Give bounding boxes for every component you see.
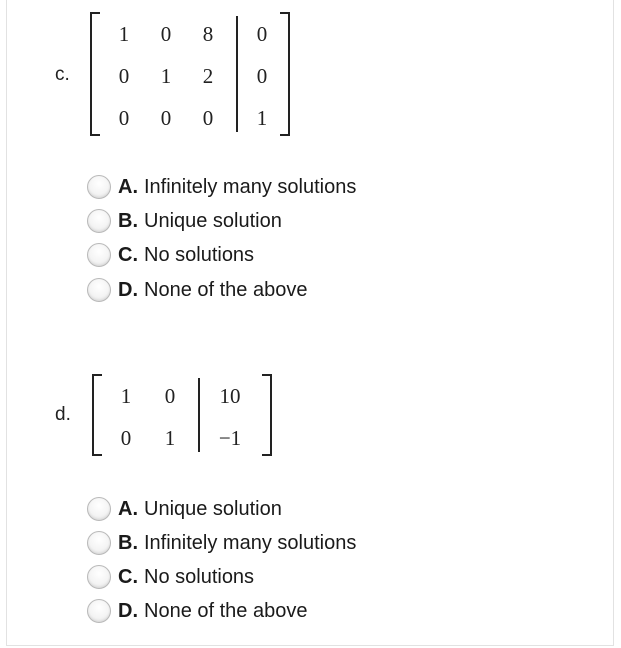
matrix-cell: 0 <box>160 106 172 130</box>
question-c-matrix <box>90 12 290 136</box>
matrix-cell: 0 <box>256 22 268 46</box>
option-d-d[interactable] <box>87 597 307 625</box>
option-text: None of the above <box>144 599 308 622</box>
matrix-right-bracket <box>262 374 272 456</box>
matrix-left-bracket <box>92 374 102 456</box>
matrix-cell: 1 <box>118 22 130 46</box>
matrix-right-bracket <box>280 12 290 136</box>
matrix-cell: 0 <box>164 384 176 408</box>
option-d-c[interactable] <box>87 563 254 591</box>
matrix-cell: 1 <box>256 106 268 130</box>
matrix-cell: 1 <box>120 384 132 408</box>
matrix-cell: 0 <box>118 106 130 130</box>
augment-line <box>198 378 200 452</box>
radio-button[interactable] <box>87 209 111 233</box>
option-text: None of the above <box>144 278 308 301</box>
option-text: No solutions <box>144 243 255 266</box>
option-d-a[interactable] <box>87 495 282 523</box>
matrix-cell: 8 <box>202 22 214 46</box>
option-text: Unique solution <box>144 209 282 232</box>
option-letter: D. <box>118 278 138 301</box>
augment-line <box>236 16 238 132</box>
question-d-label: d. <box>55 404 71 425</box>
radio-button[interactable] <box>87 497 111 521</box>
option-c-d[interactable] <box>87 276 307 304</box>
matrix-cell: 0 <box>118 64 130 88</box>
radio-button[interactable] <box>87 243 111 267</box>
matrix-cell: 1 <box>164 426 176 450</box>
option-c-b[interactable] <box>87 207 282 235</box>
matrix-cell: 1 <box>160 64 172 88</box>
option-text: No solutions <box>144 565 255 588</box>
matrix-cell: 10 <box>219 384 241 408</box>
matrix-cell: 0 <box>256 64 268 88</box>
question-d-matrix <box>92 374 272 456</box>
option-letter: B. <box>118 531 138 554</box>
option-text: Unique solution <box>144 497 282 520</box>
option-letter: A. <box>118 497 138 520</box>
option-c-c[interactable] <box>87 241 254 269</box>
matrix-left-bracket <box>90 12 100 136</box>
option-letter: C. <box>118 565 138 588</box>
question-c-label: c. <box>55 64 70 85</box>
option-text: Infinitely many solutions <box>144 175 357 198</box>
matrix-cell: −1 <box>218 426 242 450</box>
radio-button[interactable] <box>87 565 111 589</box>
radio-button[interactable] <box>87 175 111 199</box>
option-c-a[interactable] <box>87 173 356 201</box>
option-letter: D. <box>118 599 138 622</box>
option-letter: A. <box>118 175 138 198</box>
option-letter: B. <box>118 209 138 232</box>
radio-button[interactable] <box>87 531 111 555</box>
matrix-cell: 2 <box>202 64 214 88</box>
option-d-b[interactable] <box>87 529 356 557</box>
radio-button[interactable] <box>87 278 111 302</box>
matrix-cell: 0 <box>120 426 132 450</box>
radio-button[interactable] <box>87 599 111 623</box>
option-text: Infinitely many solutions <box>144 531 357 554</box>
matrix-cell: 0 <box>202 106 214 130</box>
option-letter: C. <box>118 243 138 266</box>
matrix-cell: 0 <box>160 22 172 46</box>
